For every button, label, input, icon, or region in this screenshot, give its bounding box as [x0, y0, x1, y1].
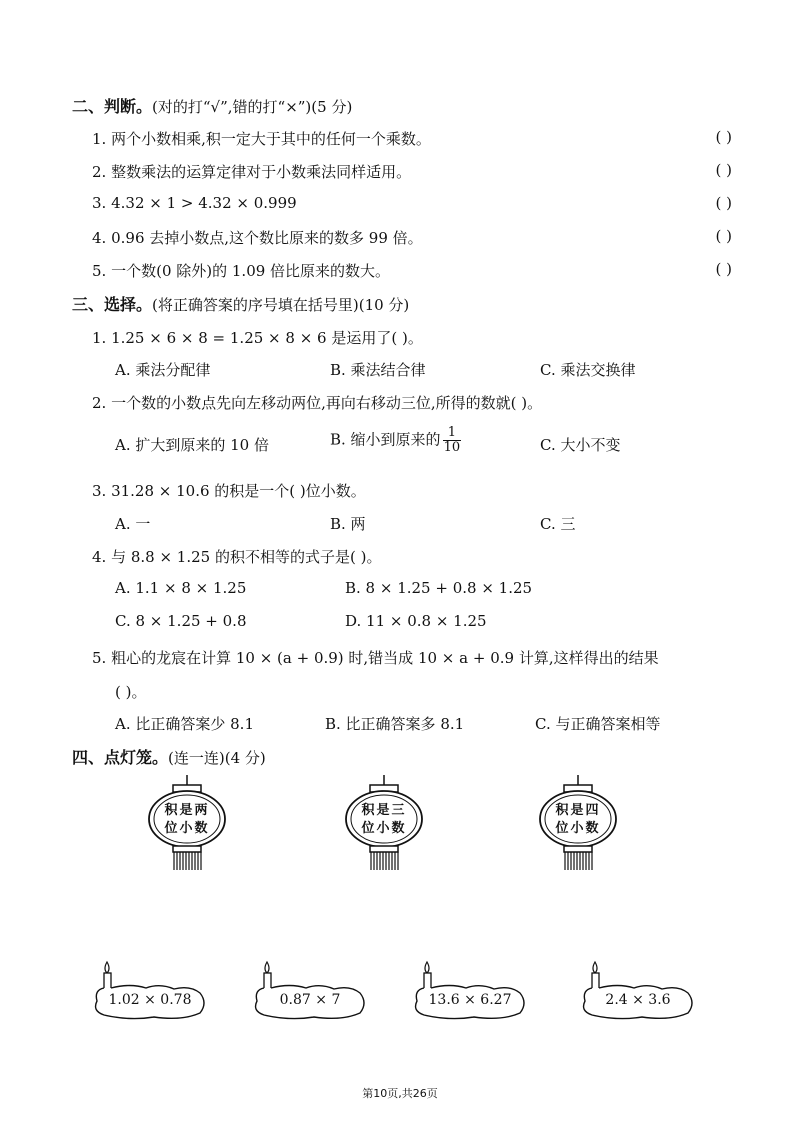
choice-question-2: 2. 一个数的小数点先向左移动两位,再向右移动三位,所得的数就( )。	[92, 394, 543, 412]
item-text: 一个数(0 除外)的 1.09 倍比原来的数大。	[111, 262, 391, 280]
answer-blank[interactable]: ( )	[715, 128, 732, 146]
section4-title	[72, 745, 266, 768]
option-b[interactable]: B. 比正确答案多 8.1	[325, 715, 465, 733]
lantern-2[interactable]	[329, 773, 439, 883]
option-c[interactable]: C. 三	[540, 515, 576, 533]
choice-question-5: 5. 粗心的龙宸在计算 10 × (a + 0.9) 时,错当成 10 × a + 0.9 计算,这样得出的结果	[92, 649, 659, 667]
candle-cloud-icon	[250, 955, 370, 1025]
option-b[interactable]	[330, 426, 461, 455]
candle-2[interactable]	[250, 955, 370, 1025]
section3-title	[72, 292, 409, 315]
lantern-label	[149, 802, 225, 838]
answer-blank[interactable]: ( )	[715, 161, 732, 179]
answer-blank[interactable]: ( )	[715, 194, 732, 212]
lantern-line-2: 位小数	[164, 821, 210, 836]
item-text: 4.32 × 1 > 4.32 × 0.999	[111, 194, 297, 212]
candle-1[interactable]	[90, 955, 210, 1025]
option-a[interactable]: A. 比正确答案少 8.1	[115, 715, 254, 733]
page-footer: 第10页,共26页	[362, 1087, 438, 1100]
lantern-line-1: 积是四	[555, 803, 601, 818]
candle-expression: 0.87 × 7	[279, 992, 341, 1008]
judge-item-3	[92, 194, 738, 212]
option-a[interactable]: A. 一	[115, 515, 151, 533]
lantern-line-1: 积是三	[361, 803, 407, 818]
section2-note: (对的打“√”,错的打“×”)(5 分)	[152, 98, 353, 116]
section3-heading: 三、选择。	[72, 295, 153, 314]
lantern-line-2: 位小数	[555, 821, 601, 836]
lantern-line-2: 位小数	[361, 821, 407, 836]
judge-item-1	[92, 128, 738, 149]
item-number: 4.	[92, 229, 107, 247]
item-text: 整数乘法的运算定律对于小数乘法同样适用。	[111, 163, 412, 181]
lantern-label	[540, 802, 616, 838]
judge-item-5	[92, 260, 738, 281]
fraction-denominator: 10	[443, 440, 461, 455]
judge-item-2	[92, 161, 738, 182]
answer-blank[interactable]: ( )	[715, 227, 732, 245]
candle-cloud-icon	[410, 955, 530, 1025]
option-c[interactable]: C. 大小不变	[540, 436, 621, 454]
option-d[interactable]: D. 11 × 0.8 × 1.25	[345, 612, 487, 630]
fraction-numerator: 1	[443, 426, 462, 441]
option-b[interactable]: B. 乘法结合律	[330, 361, 426, 379]
option-c[interactable]: C. 与正确答案相等	[535, 715, 661, 733]
candle-4[interactable]	[578, 955, 698, 1025]
section2-heading: 二、判断。	[72, 97, 153, 116]
answer-blank[interactable]: ( )	[715, 260, 732, 278]
option-a[interactable]: A. 乘法分配律	[115, 361, 211, 379]
option-a[interactable]: A. 扩大到原来的 10 倍	[115, 436, 269, 454]
section4-note: (连一连)(4 分)	[168, 749, 266, 767]
option-c[interactable]: C. 乘法交换律	[540, 361, 636, 379]
candle-expression: 2.4 × 3.6	[605, 992, 671, 1008]
candle-expression: 1.02 × 0.78	[108, 992, 192, 1008]
choice-question-1: 1. 1.25 × 6 × 8 = 1.25 × 8 × 6 是运用了( )。	[92, 329, 423, 347]
item-text: 0.96 去掉小数点,这个数比原来的数多 99 倍。	[111, 229, 423, 247]
candle-cloud-icon	[90, 955, 210, 1025]
option-b[interactable]: B. 两	[330, 515, 366, 533]
option-a[interactable]: A. 1.1 × 8 × 1.25	[115, 579, 247, 597]
option-b-label: B. 缩小到原来的	[330, 430, 441, 449]
candle-3[interactable]	[410, 955, 530, 1025]
choice-question-4: 4. 与 8.8 × 1.25 的积不相等的式子是( )。	[92, 548, 382, 566]
choice-question-3: 3. 31.28 × 10.6 的积是一个( )位小数。	[92, 482, 366, 500]
candle-expression: 13.6 × 6.27	[428, 992, 512, 1008]
item-number: 1.	[92, 130, 107, 148]
section2-title	[72, 94, 352, 117]
lantern-3[interactable]	[523, 773, 633, 883]
section3-note: (将正确答案的序号填在括号里)(10 分)	[152, 296, 410, 314]
section4-heading: 四、点灯笼。	[72, 748, 169, 767]
judge-item-4	[92, 227, 738, 248]
item-text: 两个小数相乘,积一定大于其中的任何一个乘数。	[111, 130, 431, 148]
item-number: 5.	[92, 262, 107, 280]
choice-question-5-blank[interactable]: ( )。	[115, 683, 147, 701]
lantern-1[interactable]	[132, 773, 242, 883]
item-number: 2.	[92, 163, 107, 181]
item-number: 3.	[92, 194, 107, 212]
option-b[interactable]: B. 8 × 1.25 + 0.8 × 1.25	[345, 579, 533, 597]
candle-cloud-icon	[578, 955, 698, 1025]
fraction	[443, 426, 462, 455]
lantern-line-1: 积是两	[164, 803, 210, 818]
lantern-label	[346, 802, 422, 838]
option-c[interactable]: C. 8 × 1.25 + 0.8	[115, 612, 247, 630]
